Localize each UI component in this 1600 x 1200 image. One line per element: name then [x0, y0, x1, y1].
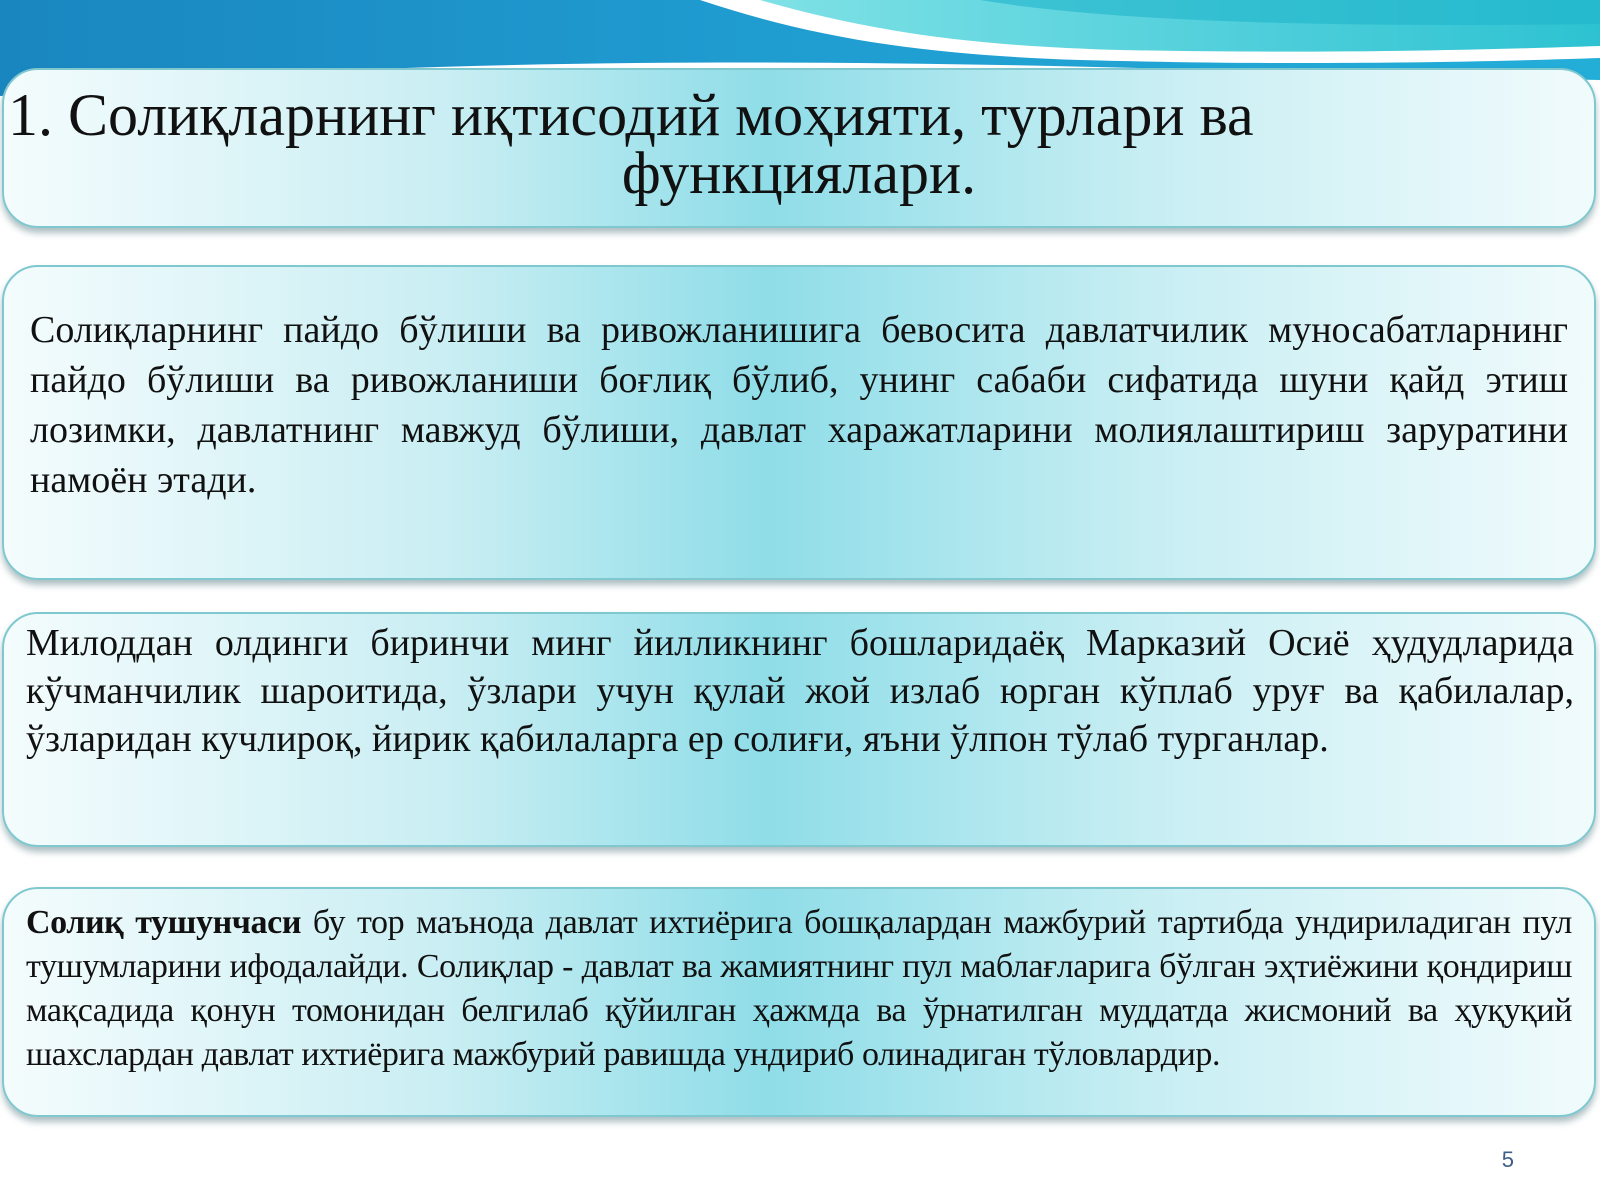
paragraph-definition — [4, 889, 1594, 1077]
slide-title — [4, 70, 1594, 206]
title-box — [2, 68, 1596, 228]
paragraph-origin: Солиқларнинг пайдо бўлиши ва ривожланишига бевосита давлатчилик муносабатларнинг пайдо бўлиши ва ривожланиши боғлиқ бўлиб, унинг сабаби сифатида шуни қайд этиш лозимки, давлатнинг мавжуд бўлиши, давлат харажатларини молиялаштириш заруратини намоён этади. — [30, 309, 1568, 501]
text-box-history — [2, 612, 1596, 847]
text-box-origin — [2, 265, 1596, 580]
text-box-definition — [2, 887, 1596, 1117]
definition-text: бу тор маънода давлат ихтиёрига бошқалардан мажбурий тартибда ундириладиган пул тушумларини ифодалайди. Солиқлар - давлат ва жамиятнинг пул маблағларига бўлган эҳтиёжини қондириш мақсадида қонун томонидан белгилаб қўйилган ҳажмда ва ўрнатилган муддатда жисмоний ва ҳуқуқий шахслардан давлат ихтиёрига мажбурий равишда ундириб олинадиган тўловлардир. — [26, 904, 1572, 1073]
slide-title-line2: функциялари. — [621, 140, 977, 206]
page-number: 5 — [1501, 1147, 1514, 1172]
paragraph-history: Милоддан олдинги биринчи минг йилликнинг бошларидаёқ Марказий Осиё ҳудудларида кўчманчилик шароитида, ўзлари учун қулай жой излаб юрган кўплаб уруғ ва қабилалар, ўзларидан кучлироқ, йирик қабилаларга ер солиғи, яъни ўлпон тўлаб турганлар. — [26, 622, 1574, 760]
slide-title-line1: 1. Солиқларнинг иқтисодий моҳияти, турлари ва — [8, 82, 1254, 148]
definition-term: Солиқ тушунчаси — [26, 904, 302, 941]
